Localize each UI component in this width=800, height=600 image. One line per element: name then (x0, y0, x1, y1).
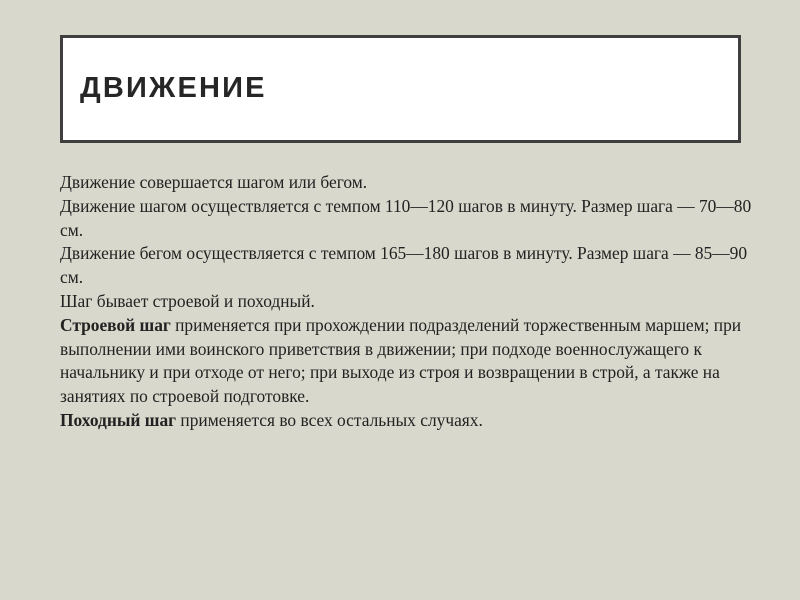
paragraph-3 (60, 242, 770, 290)
paragraph-3-text: Движение бегом осуществляется с темпом 165—180 шагов в минуту. Размер шага — 85—90 см. (60, 243, 748, 288)
paragraph-5 (60, 314, 770, 409)
paragraph-4-text: Шаг бывает строевой и походный. (60, 290, 315, 311)
paragraph-6 (60, 409, 770, 433)
paragraph-1 (60, 171, 770, 195)
paragraph-1-text: Движение совершается шагом или бегом. (60, 172, 368, 192)
paragraph-5-text: применяется при прохождении подразделений торжественным маршем; при выполнении ими воинского приветствия в движении; при подходе военнослужащего к начальнику и при отходе от него; при выходе из строя и возвращении в строй, а также на занятиях по строевой подготовке. (60, 314, 742, 407)
paragraph-6-bold: Походный шаг (60, 409, 177, 430)
paragraph-2-text: Движение шагом осуществляется с темпом 110—120 шагов в минуту. Размер шага — 70—80 см. (60, 195, 752, 240)
paragraph-5-bold: Строевой шаг (60, 314, 171, 335)
paragraph-2 (60, 195, 770, 243)
slide-title: ДВИЖЕНИЕ (80, 72, 267, 104)
slide-body (60, 171, 770, 433)
paragraph-6-text: применяется во всех остальных случаях. (176, 409, 483, 430)
paragraph-4 (60, 290, 770, 314)
title-box (60, 35, 741, 143)
